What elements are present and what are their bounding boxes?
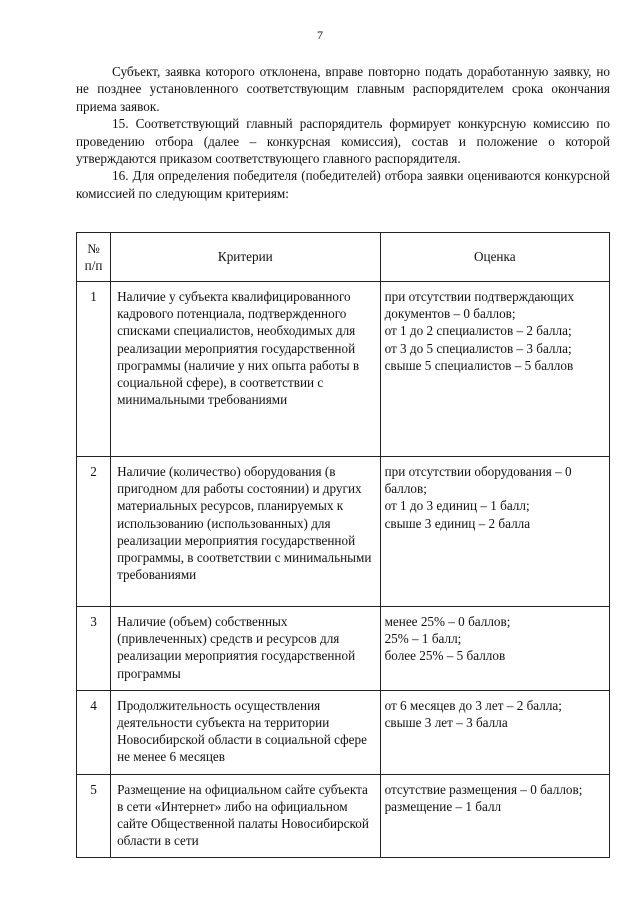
score-cell: [380, 607, 609, 691]
header-number: № п/п: [77, 233, 111, 282]
score-cell: [380, 690, 609, 774]
table-row: [77, 457, 610, 607]
table-header-row: [77, 233, 610, 282]
score-line: свыше 5 специалистов – 5 баллов: [384, 357, 574, 373]
score-line: от 1 до 2 специалистов – 2 балла;: [384, 323, 572, 339]
score-line: размещение – 1 балл: [384, 798, 502, 814]
document-body: [76, 63, 610, 202]
score-line: при отсутствии оборудования – 0 баллов;: [384, 464, 572, 497]
paragraph-16-criteria-intro: 16. Для определения победителя (победителей) отбора заявки оцениваются конкурсной комиссией по следующим критериям:: [76, 168, 610, 201]
score-cell: [380, 457, 609, 607]
table-row: [77, 607, 610, 691]
page-number: 7: [317, 28, 323, 42]
criterion-text: Продолжительность осуществления деятельности субъекта на территории Новосибирской области в социальной сфере не менее 6 месяцев: [111, 690, 381, 774]
paragraph-15-commission: 15. Соответствующий главный распорядитель формирует конкурсную комиссию по проведению отбора (далее – конкурсная комиссия), состав и положение о которой утверждаются приказом соответствующего главного распорядителя.: [76, 116, 610, 167]
score-line: 25% – 1 балл;: [384, 631, 462, 647]
criterion-text: Наличие у субъекта квалифицированного кадрового потенциала, подтвержденного списками специалистов, необходимых для реализации мероприятия государственной программы (наличие у них опыта работы в социальной сфере), в соответствии с минимальными требованиями: [111, 282, 381, 457]
score-line: свыше 3 единиц – 2 балла: [384, 515, 531, 531]
header-criteria: Критерии: [111, 233, 381, 282]
score-cell: [380, 774, 609, 858]
row-number: 2: [77, 457, 111, 607]
score-line: свыше 3 лет – 3 балла: [384, 715, 508, 731]
score-line: от 3 до 5 специалистов – 3 балла;: [384, 340, 572, 356]
score-cell: [380, 282, 609, 457]
header-score: Оценка: [380, 233, 609, 282]
score-line: от 1 до 3 единиц – 1 балл;: [384, 498, 530, 514]
score-line: отсутствие размещения – 0 баллов;: [384, 781, 583, 797]
score-line: менее 25% – 0 баллов;: [384, 614, 511, 629]
criteria-table: [76, 232, 610, 858]
score-line: при отсутствии подтверждающих документов – 0 баллов;: [384, 289, 575, 322]
table-row: [77, 690, 610, 774]
row-number: 4: [77, 690, 111, 774]
table-row: [77, 282, 610, 457]
score-line: от 6 месяцев до 3 лет – 2 балла;: [384, 697, 562, 713]
row-number: 3: [77, 607, 111, 691]
row-number: 5: [77, 774, 111, 858]
criterion-text: Наличие (количество) оборудования (в пригодном для работы состоянии) и других материальных ресурсов, планируемых к использованию (использованных) для реализации мероприятия государственной программы, в соответствии с минимальными требованиями: [111, 457, 381, 607]
table-row: [77, 774, 610, 858]
row-number: 1: [77, 282, 111, 457]
criterion-text: Наличие (объем) собственных (привлеченных) средств и ресурсов для реализации мероприятия государственной программы: [111, 607, 381, 691]
score-line: более 25% – 5 баллов: [384, 648, 506, 664]
paragraph-resubmission: Субъект, заявка которого отклонена, вправе повторно подать доработанную заявку, но не позднее установленного соответствующим главным распорядителем срока окончания приема заявок.: [76, 64, 610, 114]
criterion-text: Размещение на официальном сайте субъекта в сети «Интернет» либо на официальном сайте Общественной палаты Новосибирской области в сети: [111, 774, 381, 858]
